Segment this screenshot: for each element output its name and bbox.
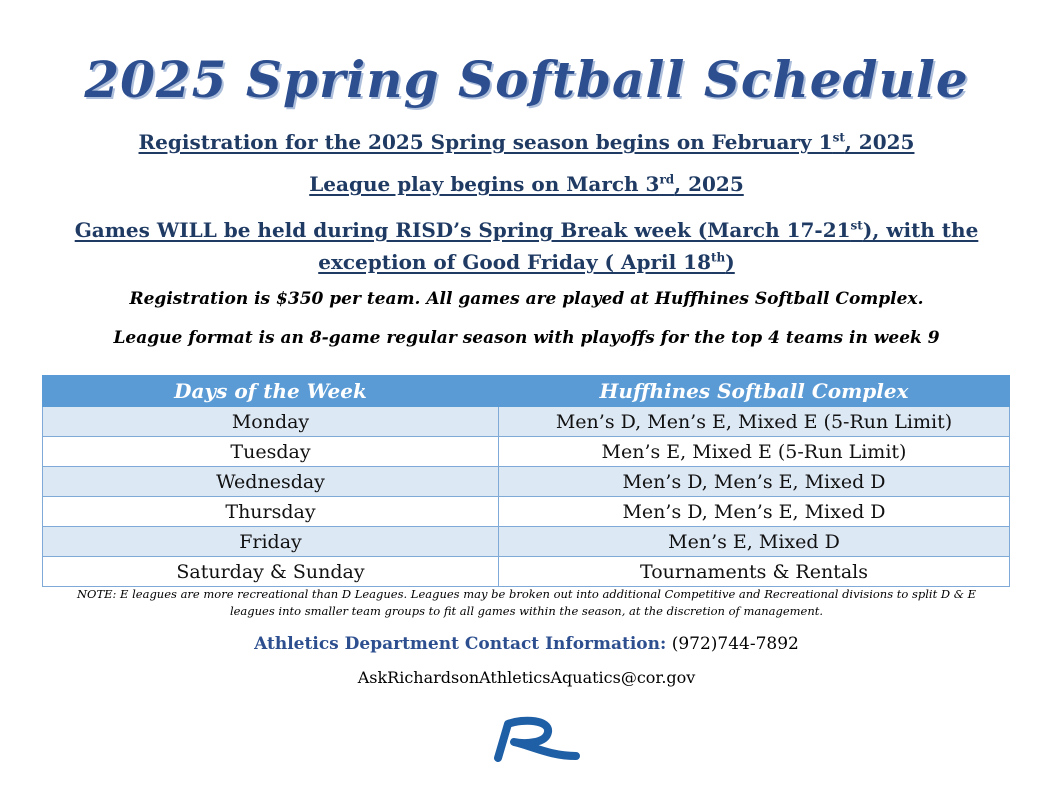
day-cell: Wednesday	[43, 467, 499, 497]
leagues-cell: Men’s D, Men’s E, Mixed E (5-Run Limit)	[499, 407, 1010, 437]
day-cell: Thursday	[43, 497, 499, 527]
leagues-cell: Men’s E, Mixed D	[499, 527, 1010, 557]
table-row	[43, 557, 1010, 587]
league-note: NOTE: E leagues are more recreational than D Leagues. Leagues may be broken out into additional Competitive and Recreational divisions to split D & E leagues into smaller team groups to fit all games within the season, at the discretion of management.	[76, 587, 977, 618]
header-days: Days of the Week	[43, 376, 499, 407]
page-title: 2025 Spring Softball Schedule	[84, 50, 969, 109]
league-start-line: League play begins on March 3rd, 2025	[309, 172, 744, 196]
leagues-cell: Tournaments & Rentals	[499, 557, 1010, 587]
spring-break-line: Games WILL be held during RISD’s Spring Break week (March 17-21st), with the exception of Good Friday ( April 18th)	[74, 218, 979, 274]
table-row	[43, 407, 1010, 437]
leagues-cell: Men’s D, Men’s E, Mixed D	[499, 497, 1010, 527]
format-line: League format is an 8-game regular season with playoffs for the top 4 teams in week 9	[113, 328, 940, 348]
richardson-r-logo-icon	[484, 712, 580, 768]
table-header-row	[43, 376, 1010, 407]
table-row	[43, 527, 1010, 557]
day-cell: Friday	[43, 527, 499, 557]
day-cell: Tuesday	[43, 437, 499, 467]
contact-email: AskRichardsonAthleticsAquatics@cor.gov	[357, 668, 696, 687]
registration-start-line: Registration for the 2025 Spring season begins on February 1st, 2025	[138, 130, 915, 154]
contact-line	[0, 634, 1053, 654]
schedule-table	[42, 375, 1010, 587]
logo-r-stroke	[498, 721, 576, 758]
day-cell: Saturday & Sunday	[43, 557, 499, 587]
header-complex: Huffhines Softball Complex	[499, 376, 1010, 407]
leagues-cell: Men’s D, Men’s E, Mixed D	[499, 467, 1010, 497]
fee-line: Registration is $350 per team. All games are played at Huffhines Softball Complex.	[129, 289, 924, 309]
table-row	[43, 497, 1010, 527]
table-row	[43, 437, 1010, 467]
table-row	[43, 467, 1010, 497]
contact-phone: (972)744-7892	[671, 634, 799, 654]
day-cell: Monday	[43, 407, 499, 437]
contact-label: Athletics Department Contact Information:	[254, 634, 667, 654]
leagues-cell: Men’s E, Mixed E (5-Run Limit)	[499, 437, 1010, 467]
